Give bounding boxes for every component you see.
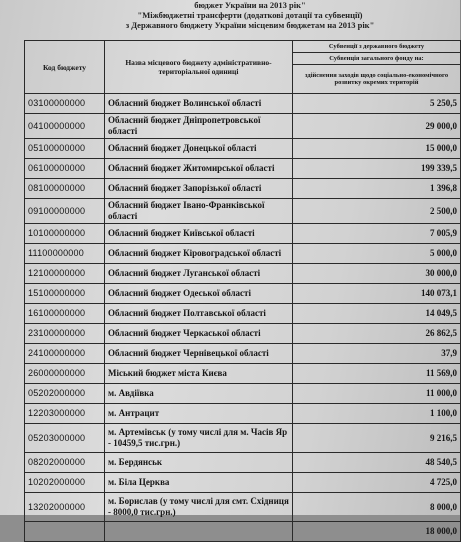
column-header-group: Субвенції з державного бюджету	[293, 41, 461, 53]
budget-code-cell: 03100000000	[25, 94, 105, 114]
table-row	[25, 114, 461, 139]
budget-code-cell: 24100000000	[25, 344, 105, 364]
budget-name-cell: Обласний бюджет Донецької області	[105, 139, 293, 159]
table-row	[25, 493, 461, 522]
budget-code-cell: 08100000000	[25, 179, 105, 199]
table-row	[25, 179, 461, 199]
budget-table	[24, 40, 461, 542]
budget-code-cell: 16100000000	[25, 304, 105, 324]
budget-code-cell: 23100000000	[25, 324, 105, 344]
budget-code-cell: 05202000000	[25, 384, 105, 404]
table-row	[25, 364, 461, 384]
column-header-sub2: здійснення заходів щодо соціально-економічного розвитку окремих територій	[293, 65, 461, 94]
budget-name-cell: Обласний бюджет Черкаської області	[105, 324, 293, 344]
subvention-value-cell: 8 000,0	[293, 493, 461, 522]
budget-code-cell: 26000000000	[25, 364, 105, 384]
budget-code-cell: 05100000000	[25, 139, 105, 159]
budget-code-cell: 08202000000	[25, 453, 105, 473]
budget-code-cell: 12100000000	[25, 264, 105, 284]
budget-name-cell: Обласний бюджет Кіровоградської області	[105, 244, 293, 264]
subvention-value-cell: 199 339,5	[293, 159, 461, 179]
column-header-code: Код бюджету	[25, 41, 105, 94]
subvention-value-cell: 11 569,0	[293, 364, 461, 384]
budget-name-cell: Обласний бюджет Чернівецької області	[105, 344, 293, 364]
budget-code-cell: 04100000000	[25, 114, 105, 139]
budget-name-cell: Обласний бюджет Луганської області	[105, 264, 293, 284]
budget-name-cell: Обласний бюджет Київської області	[105, 224, 293, 244]
subvention-value-cell: 1 396,8	[293, 179, 461, 199]
subvention-value-cell: 5 250,5	[293, 94, 461, 114]
subvention-value-cell: 48 540,5	[293, 453, 461, 473]
budget-name-cell: Обласний бюджет Одеської області	[105, 284, 293, 304]
table-row	[25, 384, 461, 404]
subvention-value-cell: 9 216,5	[293, 424, 461, 453]
table-body	[25, 94, 461, 542]
subvention-value-cell: 4 725,0	[293, 473, 461, 493]
table-row	[25, 453, 461, 473]
table-row	[25, 224, 461, 244]
subvention-value-cell: 5 000,0	[293, 244, 461, 264]
budget-name-cell	[105, 522, 293, 542]
table-row	[25, 199, 461, 224]
budget-name-cell: Обласний бюджет Івано-Франківської області	[105, 199, 293, 224]
subvention-value-cell: 37,9	[293, 344, 461, 364]
subvention-value-cell: 26 862,5	[293, 324, 461, 344]
subvention-value-cell: 29 000,0	[293, 114, 461, 139]
budget-name-cell: м. Авдіївка	[105, 384, 293, 404]
table-row	[25, 324, 461, 344]
budget-name-cell: Обласний бюджет Полтавської області	[105, 304, 293, 324]
budget-code-cell: 06100000000	[25, 159, 105, 179]
budget-name-cell: м. Антрацит	[105, 404, 293, 424]
table-row	[25, 424, 461, 453]
budget-code-cell	[25, 522, 105, 542]
subvention-value-cell: 15 000,0	[293, 139, 461, 159]
budget-code-cell: 09100000000	[25, 199, 105, 224]
header-line-3: з Державного бюджету України місцевим бюджетам на 2013 рік"	[125, 20, 375, 30]
column-header-sub1: Субвенція загального фонду на:	[293, 53, 461, 65]
table-row	[25, 522, 461, 542]
subvention-value-cell: 140 073,1	[293, 284, 461, 304]
budget-code-cell: 13202000000	[25, 493, 105, 522]
document-header	[40, 0, 460, 30]
subvention-value-cell: 18 000,0	[293, 522, 461, 542]
table-row	[25, 404, 461, 424]
table-row	[25, 473, 461, 493]
budget-name-cell: м. Борислав (у тому числі для смт. Східниця - 8000,0 тис.грн.)	[105, 493, 293, 522]
budget-name-cell: м. Бердянськ	[105, 453, 293, 473]
budget-code-cell: 11100000000	[25, 244, 105, 264]
budget-code-cell: 12203000000	[25, 404, 105, 424]
budget-name-cell: Обласний бюджет Запорізької області	[105, 179, 293, 199]
subvention-value-cell: 2 500,0	[293, 199, 461, 224]
header-line-2: "Міжбюджетні трансферти (додаткові дотації та субвенції)	[137, 10, 363, 20]
table-row	[25, 244, 461, 264]
budget-code-cell: 10202000000	[25, 473, 105, 493]
budget-name-cell: Обласний бюджет Дніпропетровської області	[105, 114, 293, 139]
table-row	[25, 344, 461, 364]
budget-name-cell: м. Артемівськ (у тому числі для м. Часів Яр - 10459,5 тис.грн.)	[105, 424, 293, 453]
budget-code-cell: 15100000000	[25, 284, 105, 304]
column-header-name: Назва місцевого бюджету адміністративно-територіальної одиниці	[105, 41, 293, 94]
budget-code-cell: 10100000000	[25, 224, 105, 244]
table-row	[25, 94, 461, 114]
subvention-value-cell: 30 000,0	[293, 264, 461, 284]
budget-name-cell: Обласний бюджет Житомирської області	[105, 159, 293, 179]
budget-name-cell: Обласний бюджет Волинської області	[105, 94, 293, 114]
table-row	[25, 264, 461, 284]
subvention-value-cell: 7 005,9	[293, 224, 461, 244]
subvention-value-cell: 11 000,0	[293, 384, 461, 404]
table-row	[25, 304, 461, 324]
subvention-value-cell: 1 100,0	[293, 404, 461, 424]
table-row	[25, 284, 461, 304]
budget-code-cell: 05203000000	[25, 424, 105, 453]
budget-name-cell: Міський бюджет міста Києва	[105, 364, 293, 384]
table-row	[25, 139, 461, 159]
subvention-value-cell: 14 049,5	[293, 304, 461, 324]
table-row	[25, 159, 461, 179]
header-line-1: бюджет України на 2013 рік"	[194, 0, 306, 10]
budget-name-cell: м. Біла Церква	[105, 473, 293, 493]
